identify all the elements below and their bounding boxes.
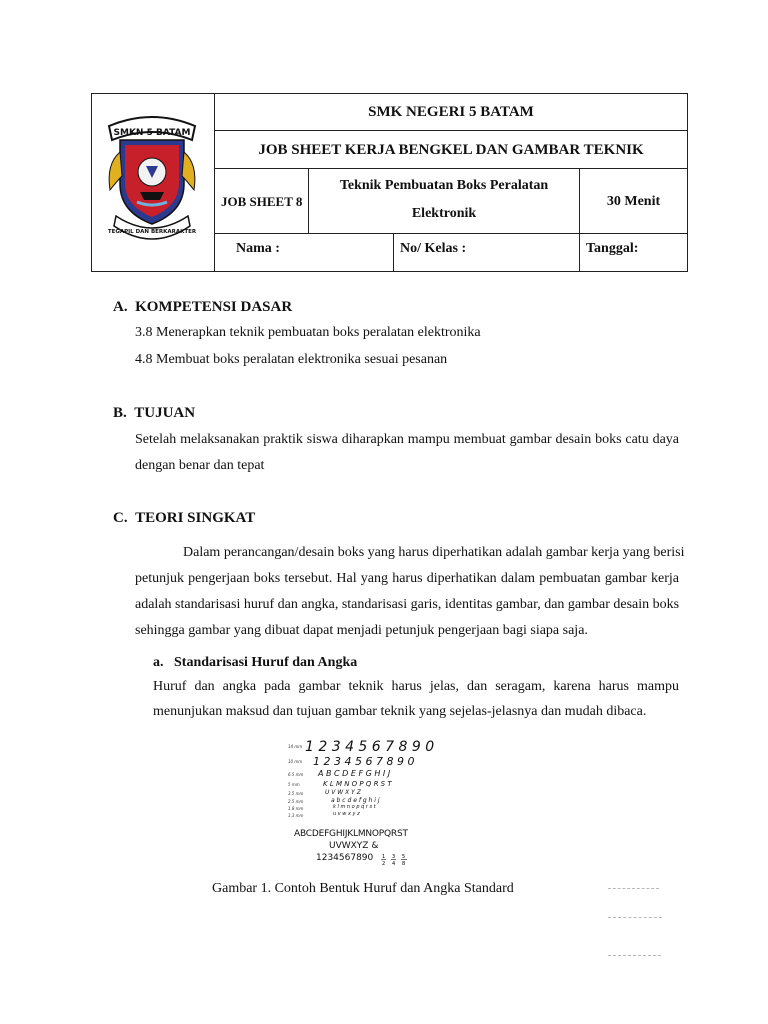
section-a-heading: A. KOMPETENSI DASAR [113,299,293,315]
teori-line-2: petunjuk pengerjaan boks tersebut. Hal yang harus diperhatikan dalam pembuatan gambar kerja [135,571,679,586]
subsection-a-heading: a. Standarisasi Huruf dan Angka [153,655,358,670]
topic-line-2: Elektronik [411,206,477,221]
digit-row-large: 1 2 3 4 5 6 7 8 9 0 [305,739,435,755]
lower-row-a-j: a b c d e f g h i j [331,797,380,804]
topic-line-1: Teknik Pembuatan Boks Peralatan [339,178,549,193]
nama-label: Nama : [215,234,394,271]
lower-row-u-z: u v w x y z [333,811,360,817]
job-sheet-number: JOB SHEET 8 [215,169,309,234]
huruf-line-2: menunjukan maksud dan tujuan gambar teknik yang sejelas-jelasnya dan mudah dibaca. [153,704,647,719]
svg-text:1: 1 [382,854,386,860]
digits-row: 1234567890 [316,853,374,863]
figure-caption: Gambar 1. Contoh Bentuk Huruf dan Angka Standard [212,881,514,896]
tujuan-line-2: dengan benar dan tepat [135,458,265,473]
svg-text:TEGAPIL DAN BERKARAKTER: TEGAPIL DAN BERKARAKTER [107,229,197,235]
upper-row: ABCDEFGHIJKLMNOPQRST [294,829,408,839]
duration: 30 Menit [580,169,687,234]
topic-cell [309,169,580,234]
teori-line-1: Dalam perancangan/desain boks yang harus diperhatikan adalah gambar kerja yang berisi [183,545,685,560]
svg-text:4: 4 [392,861,396,867]
lower-row-k-t: k l m n o p q r s t [333,804,376,810]
dashed-line [608,955,661,956]
job-sheet-title: JOB SHEET KERJA BENGKEL DAN GAMBAR TEKNIK [215,131,687,169]
svg-text:SMKN 5 BATAM: SMKN 5 BATAM [113,128,191,138]
svg-text:2: 2 [382,861,386,867]
size-label: 5 mm [288,782,300,787]
svg-text:5: 5 [402,854,406,860]
size-label: 1.8 mm [288,806,304,811]
teori-line-4: sehingga gambar yang dibuat dapat menjadi petunjuk pengerjaan bagi siapa saja. [135,623,588,638]
kompetensi-item-1: 3.8 Menerapkan teknik pembuatan boks peralatan elektronika [135,325,481,340]
teori-line-3: adalah standarisasi huruf dan angka, standarisasi garis, identitas gambar, dan gambar desain boks [135,597,680,612]
digit-row-medium: 1 2 3 4 5 6 7 8 9 0 [313,755,415,768]
dashed-line [608,917,662,918]
kompetensi-item-2: 4.8 Membuat boks peralatan elektronika sesuai pesanan [135,352,448,367]
svg-text:3: 3 [392,854,396,860]
tanggal-label: Tanggal: [586,241,639,256]
tujuan-line-1: Setelah melaksanakan praktik siswa diharapkan mampu membuat gambar desain boks catu daya [135,432,679,447]
logo-cell [92,94,215,271]
school-logo [92,94,212,269]
school-name: SMK NEGERI 5 BATAM [215,94,687,131]
size-label: 10 mm [288,759,303,764]
svg-text:8: 8 [402,861,406,867]
size-label: 1.3 mm [288,813,304,818]
section-b-heading: B. TUJUAN [113,405,196,421]
kelas-label: No/ Kelas : [394,234,580,271]
letter-row-a-j: A B C D E F G H I J [318,769,391,778]
header-table [91,93,688,272]
size-label: 2.5 mm [288,799,304,804]
size-label: 6.5 mm [288,772,304,777]
huruf-line-1: Huruf dan angka pada gambar teknik harus jelas, dan seragam, karena harus mampu [153,679,679,694]
letter-row-k-t: K L M N O P Q R S T [323,780,392,788]
size-label: 3.5 mm [288,791,304,796]
section-c-heading: C. TEORI SINGKAT [113,510,256,526]
fraction-glyphs [381,851,413,867]
upper-row-2: UVWXYZ & [329,841,379,851]
lettering-figure [285,740,455,870]
dashed-line [608,888,659,889]
size-label: 14 mm [288,744,303,749]
letter-row-u-z: U V W X Y Z [325,789,361,796]
